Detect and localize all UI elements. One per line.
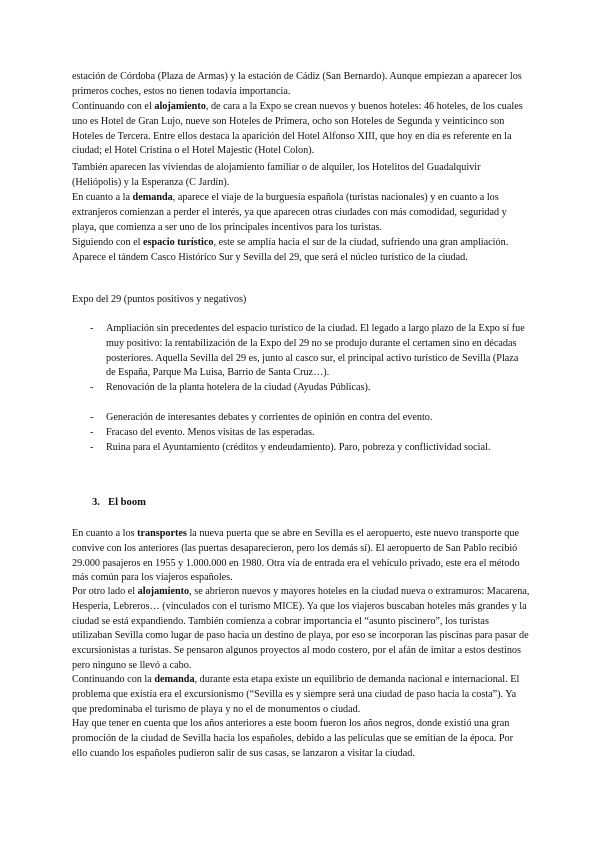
paragraph-transport: En cuanto a los transportes la nueva puerta que se abre en Sevilla es el aeropuerto, este nuevo transporte que convive con los anteriores (las puertas desaparecieron, pero los demás sí). El aeropuerto de San Pablo recibió 29.000 pasajeros en 1955 y 1.000.000 en 1980. Otra vía de entrada era el vehículo privado, este era el método más común para los viajeros españoles. <box>72 528 520 584</box>
paragraph-dark-years: Hay que tener en cuenta que los años anteriores a este boom fueron los años negros, donde existió una gran promoción de la ciudad de Sevilla hacia los españoles, debido a las películas que se emitían de la época. Por ello cuando los españoles pudieron salir de sus casas, se lanzaron a visitar la ciudad. <box>72 718 514 759</box>
bold-term: demanda <box>132 192 173 203</box>
paragraph-boom-demand: Continuando con la demanda, durante esta etapa existe un equilibrio de demanda nacional e internacional. El problema que existía era el excursionismo (“Sevilla es y siempre será una ciudad de paso hacia la costa”). Ya que predominaba el turismo de playa y no el de monumentos o ciudad. <box>72 674 520 715</box>
list-item: - Renovación de la planta hotelera de la ciudad (Ayudas Públicas). <box>90 382 371 394</box>
bold-term: alojamiento <box>154 101 206 112</box>
paragraph-family-housing: También aparecen las viviendas de alojamiento familiar o de alquiler, los Hotelitos del Guadalquivir (Heliópolis) y la Esperanza (C Jardín). <box>72 162 481 188</box>
list-item: - Ampliación sin precedentes del espacio turístico de la ciudad. El legado a largo plazo de la Expo sí fue muy positivo: la rentabilización de la Expo del 29 no se produjo durante el certamen sino en décadas posteriores. Aquella Sevilla del 29 es, junto al casco sur, el principal activo turístico de Sevilla (Plaza de España, Parque Ma Luisa, Barrio de Santa Cruz…). <box>90 323 525 379</box>
paragraph-demand: En cuanto a la demanda, aparece el viaje de la burguesía española (turistas nacionales) y en cuanto a los extranjeros comienzan a perder el interés, ya que aparecen otras ciudades con más comodidad, seguridad y playa, que comienza a ser uno de los principales incentivos para los turistas. <box>72 192 507 233</box>
list-item: - Fracaso del evento. Menos visitas de las esperadas. <box>90 426 315 438</box>
bold-term: demanda <box>154 674 195 685</box>
bold-term: transportes <box>137 528 187 539</box>
bold-term: alojamiento <box>137 586 190 597</box>
bold-term: espacio turístico <box>143 237 214 248</box>
paragraph-expo-title: Expo del 29 (puntos positivos y negativos) <box>72 294 247 305</box>
paragraph-boom-accommodation: Por otro lado el alojamiento, se abrieron nuevos y mayores hoteles en la ciudad nueva o extramuros: Macarena, Hesperia, Lebreros… (vinculados con el turismo MICE). Ya que los viajeros buscaban hoteles más grandes y la ciudad se está expandiendo. También comienza a cobrar importancia el “asunto piscinero”, los turistas utilizaban Sevilla como lugar de paso hacia un destino de playa, por eso se incorporan las piscinas para pasar de excursionistas a turistas. Se pensaron algunos proyectos al modo costero, por el afán de imitar a estos destinos pero ninguno se llevó a cabo. <box>72 586 530 671</box>
list-item: - Generación de interesantes debates y corrientes de opinión en contra del evento. <box>90 411 433 423</box>
paragraph-stations: estación de Córdoba (Plaza de Armas) y la estación de Cádiz (San Bernardo). Aunque empiezan a aparecer los primeros coches, estos no tienen todavía importancia. <box>72 71 522 97</box>
list-item: - Ruina para el Ayuntamiento (créditos y endeudamiento). Paro, pobreza y conflictividad social. <box>90 441 491 453</box>
expo-points-list <box>90 322 530 455</box>
paragraph-accommodation: Continuando con el alojamiento, de cara a la Expo se crean nuevos y buenos hoteles: 46 hoteles, de los cuales uno es Hotel de Gran Lujo, nueve son Hoteles de Primera, ocho son Hoteles de Segunda y veinticinco son Hoteles de Tercera. Entre ellos destaca la aparición del Hotel Alfonso XIII, que hoy en día es referente en la ciudad; el Hotel Cristina o el Hotel Majestic (Hotel Colon). <box>72 101 523 157</box>
paragraph-tourist-space: Siguiendo con el espacio turístico, este se amplía hacia el sur de la ciudad, sufriendo una gran ampliación. Aparece el tándem Casco Histórico Sur y Sevilla del 29, que será el núcleo turístico de la ciudad. <box>72 237 509 263</box>
section-heading: 3. El boom <box>92 497 146 508</box>
